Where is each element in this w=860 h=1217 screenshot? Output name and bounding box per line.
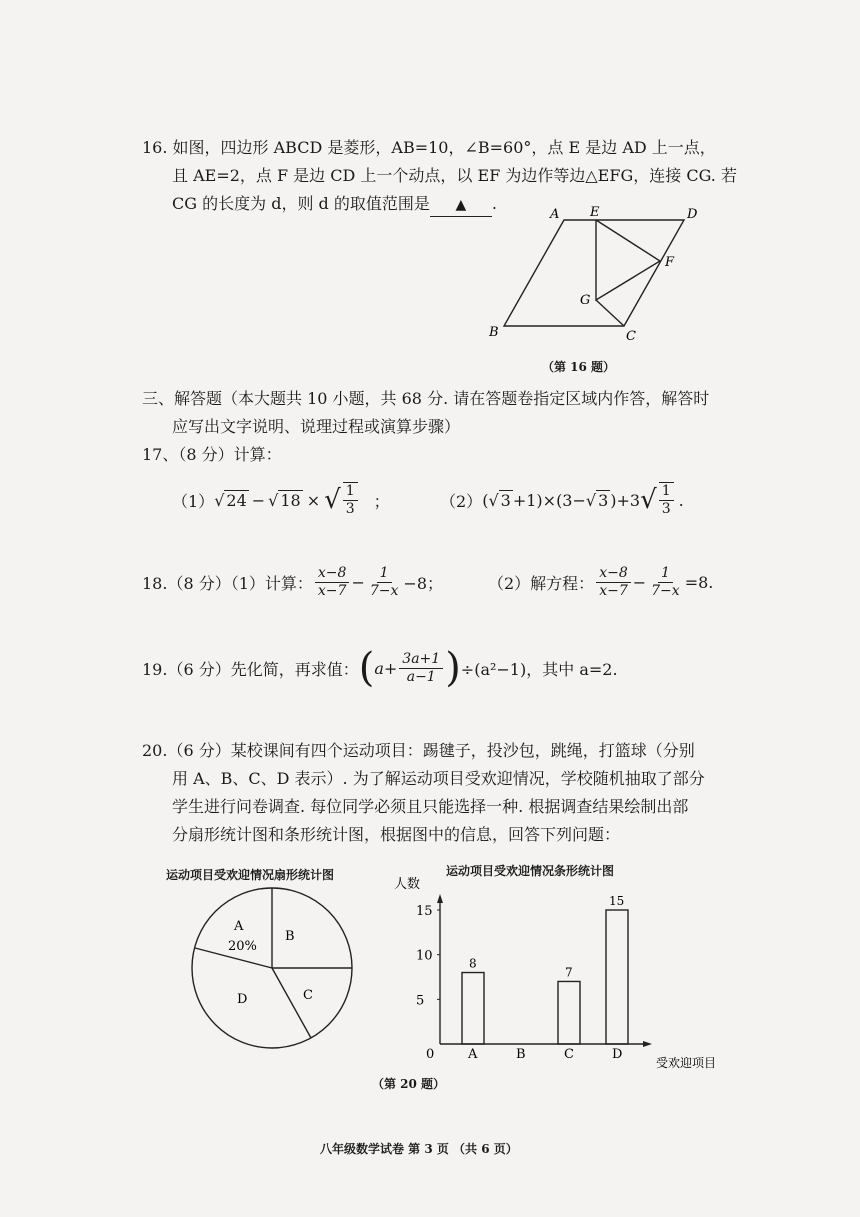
right-paren: ) (445, 645, 461, 691)
q16-line2: 且 AE=2，点 F 是边 CD 上一个动点，以 EF 为边作等边△EFG，连接 CG. 若 (172, 166, 737, 185)
sqrt-sign: √ (640, 485, 657, 515)
q17-p1-den: 3 (345, 501, 355, 517)
q19-tail: ÷(a²−1)，其中 a=2. (460, 659, 618, 679)
q20-line3: 学生进行问卷调查. 每位同学必须且只能选择一种. 根据调查结果绘制出部 (172, 797, 689, 816)
q18-p2-head: （2）解方程： (488, 574, 595, 593)
q18-f3-den: x−7 (599, 583, 628, 599)
q17-p1-b: 18 (280, 491, 301, 510)
q17-part1 (172, 482, 390, 518)
bar-d (606, 910, 628, 1044)
q17-p2-end: . (678, 490, 684, 510)
q17-p1-num: 1 (343, 483, 358, 501)
sqrt-sign: √ (268, 490, 279, 510)
pie-label-a: A (234, 919, 244, 934)
q17-p2-den: 3 (661, 501, 671, 517)
y-tick-label: 10 (416, 948, 433, 964)
q18-f4-den: 7−x (651, 583, 680, 599)
sqrt-sign: √ (324, 485, 341, 515)
pie-annotation-a: 20% (228, 939, 257, 954)
q17-p1-frac (343, 482, 358, 518)
q17-p1-minus: − (251, 490, 266, 510)
x-tick-label-a: A (468, 1047, 478, 1062)
q17-p2-r1: 3 (500, 491, 511, 510)
pie-chart (190, 886, 360, 1056)
q19-den: a−1 (406, 668, 436, 685)
label-a: A (550, 207, 560, 222)
y-tick-label: 0 (426, 1047, 435, 1062)
q20-line4: 分扇形统计图和条形统计图，根据图中的信息，回答下列问题： (172, 825, 621, 844)
q17-p1-a: 24 (226, 491, 247, 510)
q19-a: a+ (374, 658, 398, 678)
q18-minus: − (351, 573, 365, 592)
label-b: B (489, 325, 499, 340)
pie-label-c: C (303, 988, 313, 1003)
q20-line1: 20.（6 分）某校课间有四个运动项目：踢毽子，投沙包，跳绳，打篮球（分别 (142, 741, 695, 760)
bar-c (558, 981, 580, 1044)
triangle-efg (596, 220, 660, 300)
q19-head: 19.（6 分）先化简，再求值： (142, 659, 359, 679)
q18-frac4 (648, 565, 683, 600)
q16-caption: （第 16 题） (542, 360, 616, 374)
label-e: E (590, 205, 600, 220)
label-c: C (626, 329, 636, 344)
y-tick-label: 15 (416, 904, 433, 919)
q19 (142, 645, 618, 691)
data-label-d: 15 (609, 894, 625, 908)
section3-line2: 应写出文字说明、说理过程或演算步骤） (172, 417, 461, 436)
q20-caption: （第 20 题） (372, 1077, 446, 1091)
rhombus-figure (480, 200, 710, 360)
q17-p1-label: （1） (172, 491, 215, 511)
q18-f2-den: 7−x (369, 583, 399, 599)
y-axis-label: 人数 (394, 877, 421, 892)
q17-p2-a: ( (482, 490, 489, 510)
q18-p2-tail: =8. (684, 573, 714, 592)
label-f: F (665, 255, 675, 270)
sqrt-sign: √ (585, 490, 597, 510)
q18-frac1 (315, 565, 350, 600)
q18-head: 18.（8 分）（1）计算： (142, 574, 313, 593)
q18-f1-den: x−7 (317, 583, 347, 599)
pie-chart-title: 运动项目受欢迎情况扇形统计图 (166, 868, 335, 882)
q18-part2 (488, 565, 713, 600)
rhombus-abcd (504, 220, 684, 326)
data-label-a: 8 (469, 956, 477, 971)
q17-p2-label: （2） (440, 491, 483, 511)
x-axis-arrow (643, 1041, 652, 1047)
q17-p2-r2: 3 (598, 491, 609, 510)
q17-p1-times: × (306, 490, 321, 510)
q17-p2-c: )+3 (610, 490, 641, 510)
q19-frac (399, 651, 443, 686)
sqrt-sign: √ (214, 490, 225, 510)
bar-chart-title: 运动项目受欢迎情况条形统计图 (446, 864, 615, 878)
q17-head: 17、（8 分）计算： (142, 445, 282, 464)
q18-f3-num: x−8 (596, 565, 631, 583)
x-tick-label-d: D (612, 1047, 623, 1062)
segment-cg (596, 300, 624, 326)
bar-chart (380, 872, 740, 1072)
q17-p2-b: +1)×(3− (512, 490, 586, 510)
label-g: G (580, 293, 591, 308)
q16-line3-text: CG 的长度为 d，则 d 的取值范围是 (172, 194, 430, 213)
label-d: D (687, 207, 698, 222)
q18-minus2: − (632, 573, 647, 592)
q17-p2-num: 1 (659, 483, 674, 501)
q18-p1-tail: −8； (403, 574, 443, 593)
pie-label-b: B (285, 929, 295, 944)
q18-part1 (142, 565, 443, 600)
q18-f4-num: 1 (658, 565, 673, 583)
pie-divider-cd (272, 968, 311, 1038)
q16-line1: 16. 如图，四边形 ABCD 是菱形，AB=10，∠B=60°，点 E 是边 AD 上一点， (142, 138, 716, 157)
q17-p2-frac (659, 482, 674, 518)
q16-end: . (491, 194, 497, 213)
y-tick-label: 5 (416, 993, 425, 1009)
q20-line2: 用 A、B、C、D 表示）. 为了解运动项目受欢迎情况，学校随机抽取了部分 (172, 769, 705, 788)
q19-num: 3a+1 (399, 651, 443, 669)
q18-frac3 (596, 565, 631, 600)
section3-line1: 三、解答题（本大题共 10 小题，共 68 分. 请在答题卷指定区域内作答，解答时 (142, 389, 710, 408)
q18-f1-num: x−8 (315, 565, 350, 583)
pie-label-d: D (237, 992, 248, 1007)
x-tick-label-c: C (564, 1047, 574, 1062)
q18-frac2 (367, 565, 402, 600)
sqrt-sign: √ (488, 490, 499, 510)
x-tick-label-b: B (516, 1047, 526, 1062)
q17-part2 (440, 482, 684, 518)
q18-f2-num: 1 (377, 565, 392, 583)
page-footer: 八年级数学试卷 第 3 页 （共 6 页） (320, 1142, 518, 1156)
bar-a (462, 973, 484, 1044)
q17-p1-end: ； (373, 491, 390, 511)
q16-line3 (172, 193, 497, 217)
left-paren: ( (358, 645, 375, 691)
answer-blank: ▲ (430, 194, 492, 217)
y-axis-arrow (437, 894, 443, 903)
data-label-c: 7 (565, 965, 573, 980)
x-axis-label: 受欢迎项目 (656, 1056, 717, 1070)
